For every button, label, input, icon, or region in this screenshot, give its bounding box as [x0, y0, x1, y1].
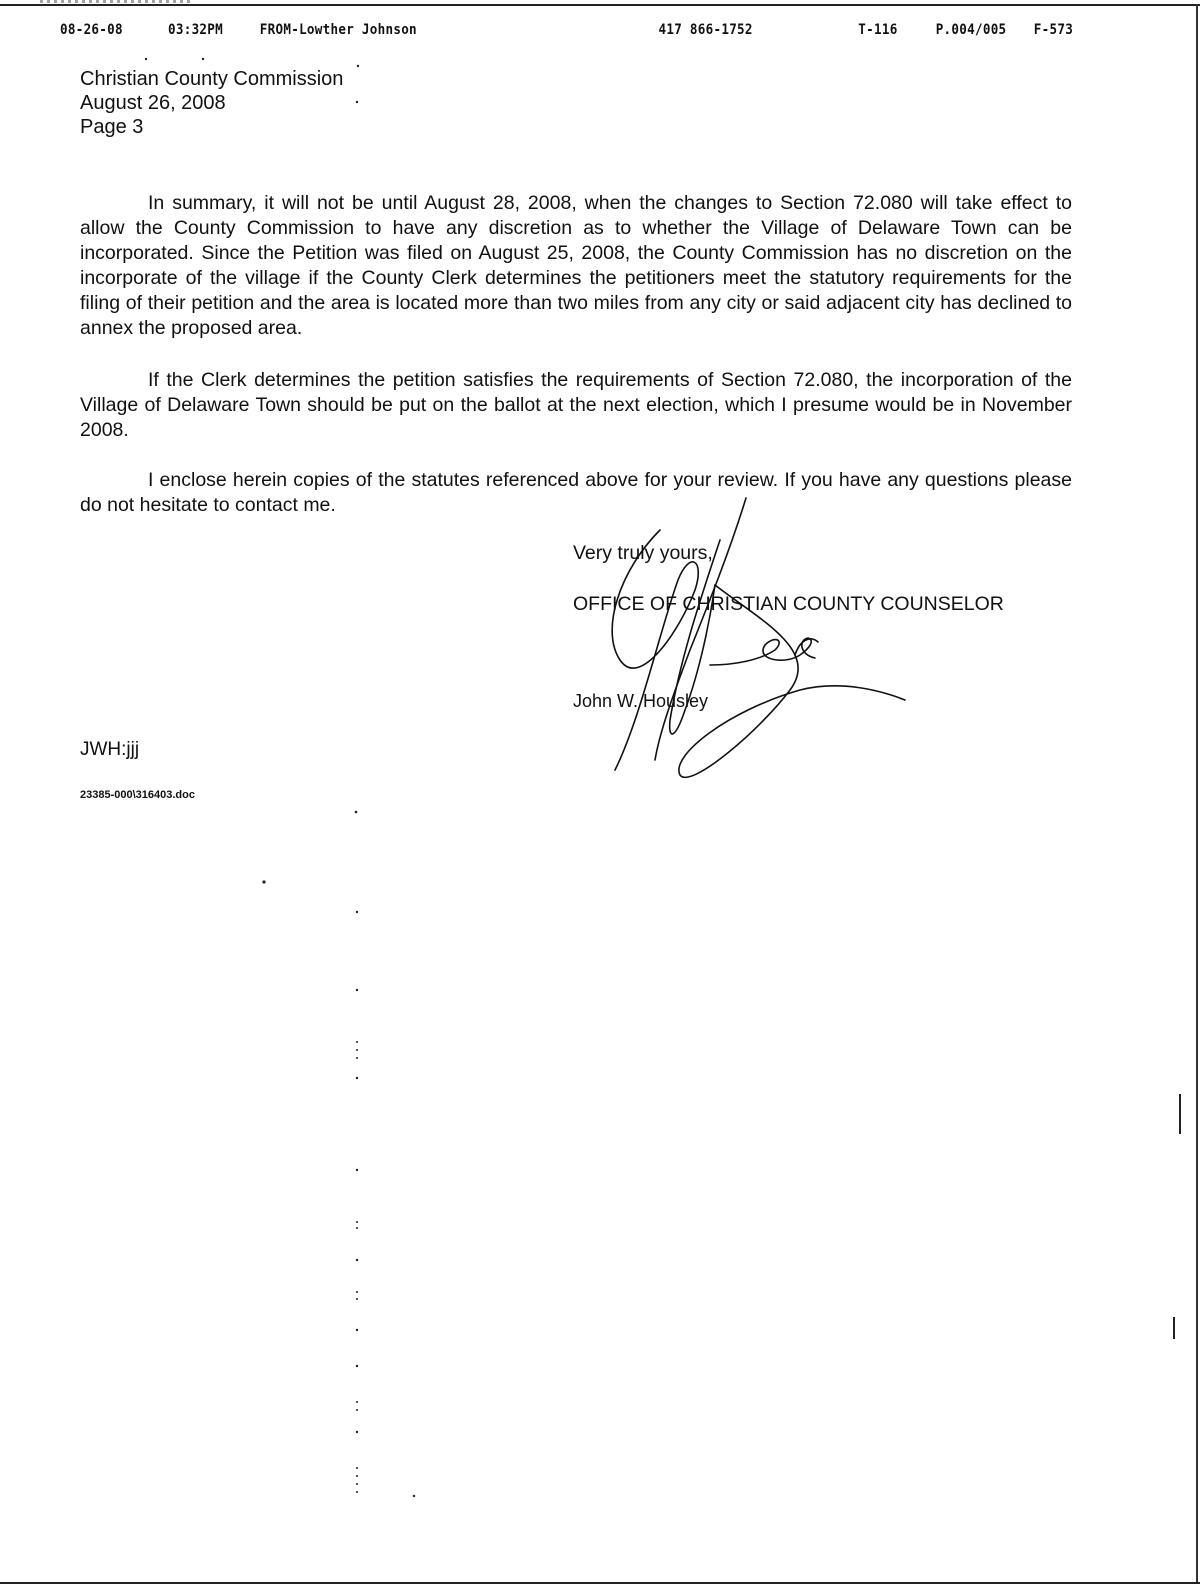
fax-transmission-id: T-116	[858, 22, 898, 38]
fax-page-count: P.004/005	[935, 22, 1007, 38]
signer-name: John W. Housley	[573, 691, 709, 711]
fax-sender: FROM-Lowther Johnson	[259, 22, 417, 38]
fax-right-border	[1196, 4, 1198, 1584]
body-paragraph: I enclose herein copies of the statutes referenced above for your review. If you have any questions please do not hesitate to contact me.	[80, 469, 1072, 516]
fax-time: 03:32PM	[168, 22, 223, 38]
closing-salutation: Very truly yours,	[573, 542, 713, 564]
recipient-line: Christian County Commission	[80, 68, 344, 90]
counselor-office: OFFICE OF CHRISTIAN COUNTY COUNSELOR	[573, 593, 1004, 615]
fax-bottom-border	[0, 1582, 1200, 1584]
fax-phone: 417 866-1752	[658, 22, 753, 38]
letter-date: August 26, 2008	[80, 92, 226, 114]
fax-header-line	[60, 22, 1074, 42]
fax-top-border	[0, 4, 1200, 6]
handwritten-signature	[560, 490, 920, 800]
address-block	[80, 67, 343, 139]
page-number: Page 3	[80, 116, 144, 138]
fax-date: 08-26-08	[60, 22, 123, 38]
document-reference: 23385-000\316403.doc	[80, 789, 195, 801]
fax-code: F-573	[1033, 22, 1074, 38]
typist-initials: JWH:jjj	[80, 739, 140, 760]
body-paragraph: In summary, it will not be until August 28, 2008, when the changes to Section 72.080 will take effect to allow the County Commission to have any discretion as to whether the Village of Delaware Town can be incorporated. Since the Petition was filed on August 25, 2008, the County Commission has no discretion on the incorporate of the village if the County Clerk determines the petitioners meet the statutory requirements for the filing of their petition and the area is located more than two miles from any city or said adjacent city has declined to annex the proposed area.	[80, 192, 1072, 339]
body-paragraph: If the Clerk determines the petition satisfies the requirements of Section 72.080, the incorporation of the Village of Delaware Town should be put on the ballot at the next election, which I presume would be in November 2008.	[80, 369, 1072, 441]
fax-scan-artifact	[40, 0, 190, 3]
